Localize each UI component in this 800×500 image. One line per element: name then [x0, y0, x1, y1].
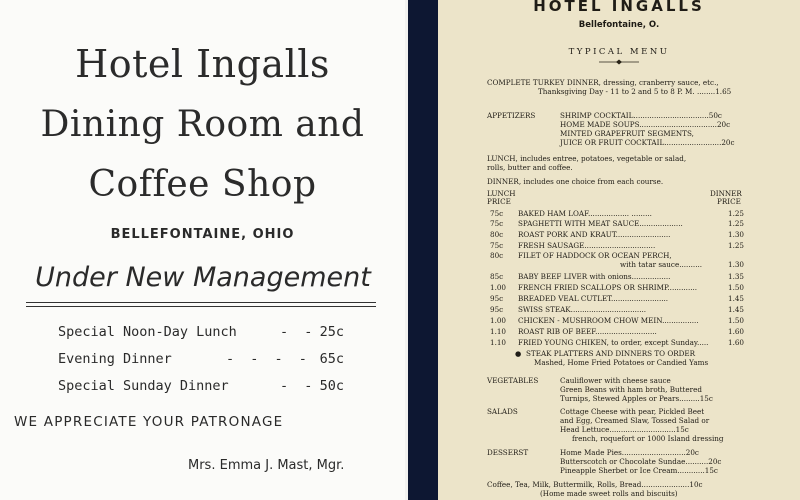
- entree-name: ROAST RIB OF BEEF...........................: [518, 327, 657, 336]
- vegetable-line: Turnips, Stewed Apples or Pears.........15c: [560, 394, 713, 403]
- price-amount: 25c: [319, 324, 344, 340]
- appetizer-item: HOME MADE SOUPS..................................20c: [560, 120, 731, 129]
- entree-dinner-price: 1.45: [728, 294, 745, 303]
- lunch-desc-1: LUNCH, includes entree, potatoes, vegetable or salad,: [487, 154, 687, 163]
- bullet-icon: ●: [515, 349, 522, 358]
- price-dashes: - -: [280, 378, 317, 394]
- typical-menu-panel: [438, 0, 800, 500]
- salad-line: Head Lettuce.............................15c: [560, 425, 689, 434]
- entree-name: SPAGHETTI WITH MEAT SAUCE...................: [518, 219, 683, 228]
- dessert-line: Pineapple Sherbet or Ice Cream............15c: [560, 466, 718, 475]
- steak-line-1: STEAK PLATTERS AND DINNERS TO ORDER: [526, 349, 696, 358]
- menu-heading: TYPICAL MENU: [568, 47, 670, 57]
- entree-dinner-price: 1.25: [728, 219, 745, 228]
- dinner-price-header-2: PRICE: [717, 197, 741, 206]
- dessert-line: Home Made Pies............................20c: [560, 448, 699, 457]
- entree-name: CHICKEN - MUSHROOM CHOW MEIN................: [518, 316, 699, 325]
- salad-line: Cottage Cheese with pear, Pickled Beet: [560, 407, 705, 416]
- ad-tagline: Under New Management: [35, 262, 371, 293]
- entree-lunch-price: 85c: [490, 272, 504, 281]
- entree-dinner-price: 1.60: [728, 338, 745, 347]
- entree-dinner-price: 1.25: [728, 209, 745, 218]
- price-dashes: - - - -: [226, 351, 311, 367]
- appetizer-item: SHRIMP COCKTAIL.................................50c: [560, 111, 722, 120]
- entree-name: FILET OF HADDOCK OR OCEAN PERCH,: [518, 251, 672, 260]
- entree-dinner-price: 1.30: [728, 230, 745, 239]
- entree-name: FRENCH FRIED SCALLOPS OR SHRIMP.............: [518, 283, 698, 292]
- menu-hotel-name: HOTEL INGALLS: [533, 0, 705, 15]
- entree-name: with tatar sauce..........: [620, 260, 703, 269]
- ad-divider-2: [26, 306, 376, 307]
- price-label: Evening Dinner: [58, 351, 172, 367]
- dinner-desc: DINNER, includes one choice from each course.: [487, 177, 664, 186]
- salad-line: french, roquefort or 1000 Island dressing: [572, 434, 724, 443]
- lunch-price-header-2: PRICE: [487, 197, 511, 206]
- vegetable-line: Green Beans with ham broth, Buttered: [560, 385, 702, 394]
- price-label: Special Noon-Day Lunch: [58, 324, 237, 340]
- price-amount: 65c: [319, 351, 344, 367]
- ad-divider: [26, 302, 376, 303]
- ad-manager: Mrs. Emma J. Mast, Mgr.: [188, 458, 345, 473]
- entree-name: SWISS STEAK.................................: [518, 305, 647, 314]
- page-gutter: [405, 0, 438, 500]
- entree-dinner-price: 1.30: [728, 260, 745, 269]
- ad-title-line-1: Hotel Ingalls: [75, 42, 330, 86]
- ornament-icon: [599, 59, 639, 65]
- price-amount: 50c: [319, 378, 344, 394]
- appetizer-item: MINTED GRAPEFRUIT SEGMENTS,: [560, 129, 694, 138]
- price-label: Special Sunday Dinner: [58, 378, 229, 394]
- entree-lunch-price: 75c: [490, 241, 504, 250]
- menu-city: Bellefontaine, O.: [578, 20, 660, 30]
- salad-line: and Egg, Creamed Slaw, Tossed Salad or: [560, 416, 710, 425]
- drinks-note: (Home made sweet rolls and biscuits): [540, 489, 678, 498]
- entree-dinner-price: 1.50: [728, 316, 745, 325]
- entree-name: FRESH SAUSAGE...............................: [518, 241, 656, 250]
- turkey-line-2: Thanksgiving Day - 11 to 2 and 5 to 8 P. M. ........1.65: [538, 87, 732, 96]
- entree-lunch-price: 95c: [490, 305, 504, 314]
- desserts-label: DESSERST: [487, 448, 529, 457]
- entree-name: ROAST PORK AND KRAUT........................: [518, 230, 671, 239]
- ad-city: BELLEFONTAINE, OHIO: [110, 227, 295, 242]
- entree-lunch-price: 75c: [490, 209, 504, 218]
- lunch-desc-2: rolls, butter and coffee.: [487, 163, 573, 172]
- vegetable-line: Cauliflower with cheese sauce: [560, 376, 671, 385]
- entree-dinner-price: 1.45: [728, 305, 745, 314]
- entree-dinner-price: 1.50: [728, 283, 745, 292]
- entree-lunch-price: 1.00: [490, 283, 507, 292]
- entree-lunch-price: 75c: [490, 219, 504, 228]
- ad-title-line-2: Dining Room and: [40, 104, 365, 145]
- page-fold: [405, 0, 408, 500]
- vegetables-label: VEGETABLES: [487, 376, 539, 385]
- steak-line-2: Mashed, Home Fried Potatoes or Candied Yams: [534, 358, 709, 367]
- entree-lunch-price: 1.00: [490, 316, 507, 325]
- entree-name: BREADED VEAL CUTLET.........................: [518, 294, 669, 303]
- entree-lunch-price: 95c: [490, 294, 504, 303]
- entree-lunch-price: 1.10: [490, 338, 507, 347]
- appetizer-item: JUICE OR FRUIT COCKTAIL.........................20c: [560, 138, 735, 147]
- entree-dinner-price: 1.60: [728, 327, 745, 336]
- salads-label: SALADS: [487, 407, 518, 416]
- entree-dinner-price: 1.25: [728, 241, 745, 250]
- ad-title-line-3: Coffee Shop: [88, 164, 317, 205]
- drinks-line: Coffee, Tea, Milk, Buttermilk, Rolls, Bread.....................10c: [487, 480, 703, 489]
- entree-name: FRIED YOUNG CHIKEN, to order, except Sunday.....: [518, 338, 709, 347]
- entree-lunch-price: 80c: [490, 230, 504, 239]
- entree-lunch-price: 1.10: [490, 327, 507, 336]
- lunch-price-header: LUNCH: [487, 189, 516, 198]
- appetizers-label: APPETIZERS: [487, 111, 536, 120]
- ad-appreciation: WE APPRECIATE YOUR PATRONAGE: [14, 414, 284, 430]
- entree-dinner-price: 1.35: [728, 272, 745, 281]
- entree-lunch-price: 80c: [490, 251, 504, 260]
- price-dashes: - -: [280, 324, 317, 340]
- entree-name: BABY BEEF LIVER with onions.................: [518, 272, 671, 281]
- turkey-line-1: COMPLETE TURKEY DINNER, dressing, cranberry sauce, etc.,: [487, 78, 719, 87]
- entree-name: BAKED HAM LOAF.................. .........: [518, 209, 652, 218]
- dessert-line: Butterscotch or Chocolate Sundae..........20c: [560, 457, 722, 466]
- dinner-price-header: DINNER: [710, 189, 742, 198]
